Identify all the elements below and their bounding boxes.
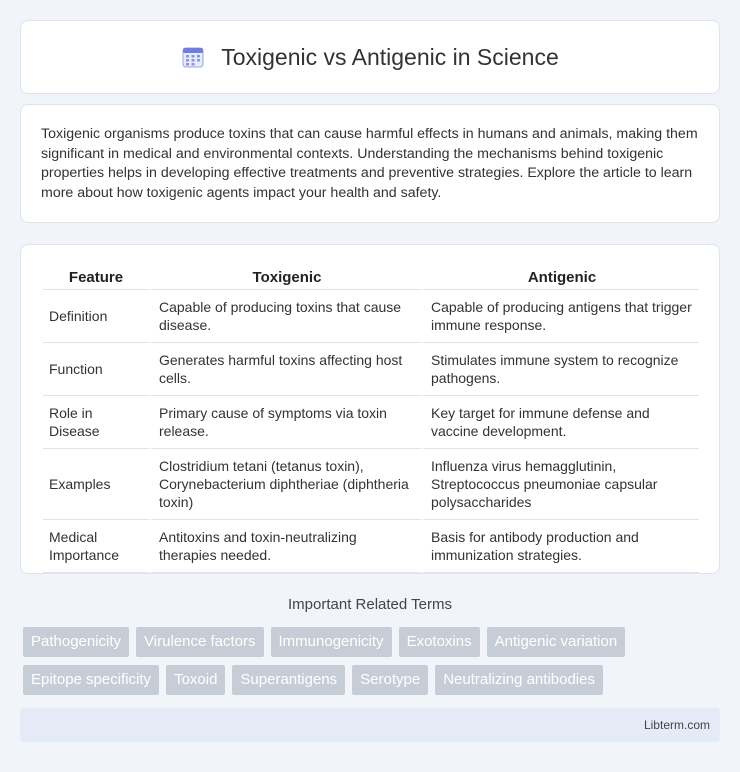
header-card	[20, 20, 720, 94]
antigenic-cell: Stimulates immune system to recognize pathogens.	[421, 343, 699, 396]
related-term-tag[interactable]: Pathogenicity	[23, 627, 129, 657]
calendar-icon	[181, 45, 205, 69]
table-row	[43, 520, 699, 573]
intro-text: Toxigenic organisms produce toxins that can cause harmful effects in humans and animals, making them significant in medical and environmental contexts. Understanding the mechanisms behind toxigenic properties helps in developing effective treatments and preventive strategies. Explore the article to learn more about how toxigenic agents impact your health and safety.	[41, 126, 698, 201]
toxigenic-cell: Generates harmful toxins affecting host cells.	[149, 343, 421, 396]
feature-cell: Definition	[43, 290, 149, 343]
feature-cell: Role in Disease	[43, 396, 149, 449]
related-term-tag[interactable]: Toxoid	[166, 665, 225, 695]
toxigenic-cell: Clostridium tetani (tetanus toxin), Corynebacterium diphtheriae (diphtheria toxin)	[149, 449, 421, 520]
footer	[20, 708, 720, 742]
comparison-table	[43, 265, 699, 573]
table-row	[43, 449, 699, 520]
related-term-tag[interactable]: Serotype	[352, 665, 428, 695]
antigenic-cell: Capable of producing antigens that trigger immune response.	[421, 290, 699, 343]
antigenic-cell: Key target for immune defense and vaccine development.	[421, 396, 699, 449]
related-term-tag[interactable]: Virulence factors	[136, 627, 263, 657]
antigenic-cell: Basis for antibody production and immunization strategies.	[421, 520, 699, 573]
column-header: Toxigenic	[149, 265, 421, 290]
related-term-tag[interactable]: Neutralizing antibodies	[435, 665, 603, 695]
feature-cell: Function	[43, 343, 149, 396]
toxigenic-cell: Capable of producing toxins that cause disease.	[149, 290, 421, 343]
related-term-tag[interactable]: Exotoxins	[399, 627, 480, 657]
related-term-tag[interactable]: Superantigens	[232, 665, 345, 695]
footer-site-link[interactable]: Libterm.com	[643, 718, 710, 732]
comparison-table-card	[20, 244, 720, 574]
table-row	[43, 343, 699, 396]
toxigenic-cell: Antitoxins and toxin-neutralizing therapies needed.	[149, 520, 421, 573]
column-header: Feature	[43, 265, 149, 290]
toxigenic-cell: Primary cause of symptoms via toxin release.	[149, 396, 421, 449]
table-row	[43, 396, 699, 449]
table-row	[43, 290, 699, 343]
related-term-tag[interactable]: Immunogenicity	[271, 627, 392, 657]
related-term-tag[interactable]: Antigenic variation	[487, 627, 626, 657]
related-terms-list	[23, 627, 723, 695]
intro-card	[20, 104, 720, 223]
page-title: Toxigenic vs Antigenic in Science	[221, 43, 559, 70]
column-header: Antigenic	[421, 265, 699, 290]
feature-cell: Medical Importance	[43, 520, 149, 573]
related-terms-title: Important Related Terms	[288, 596, 452, 613]
related-term-tag[interactable]: Epitope specificity	[23, 665, 159, 695]
feature-cell: Examples	[43, 449, 149, 520]
table-header-row	[43, 265, 699, 290]
antigenic-cell: Influenza virus hemagglutinin, Streptococcus pneumoniae capsular polysaccharides	[421, 449, 699, 520]
